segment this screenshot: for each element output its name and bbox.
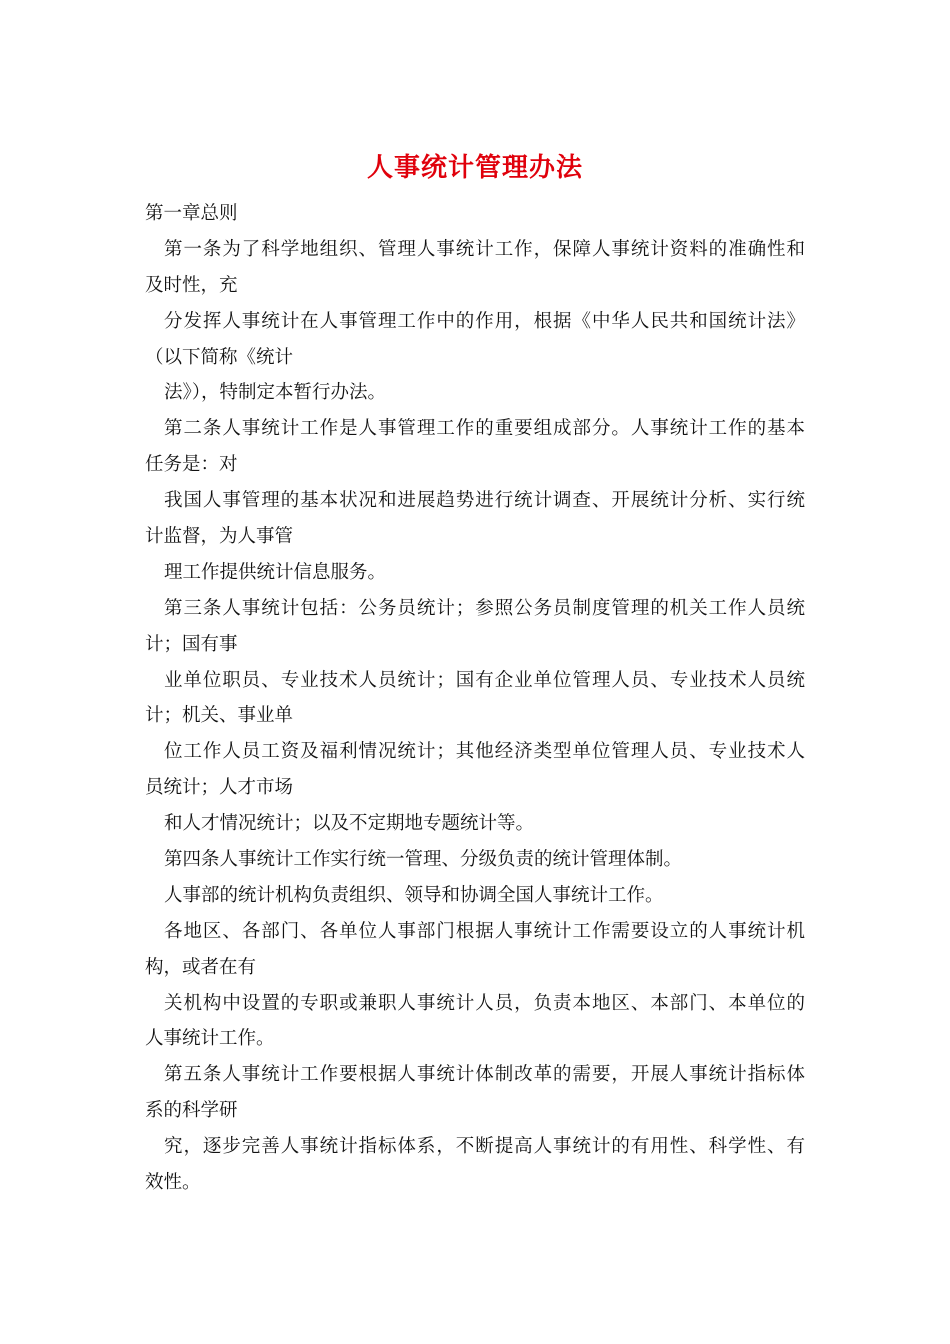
paragraph-line: 任务是：对	[145, 454, 238, 476]
paragraph-line: 理工作提供统计信息服务。	[164, 561, 387, 583]
paragraph-line: （以下简称《统计	[145, 346, 294, 368]
paragraph-line: 和人才情况统计；以及不定期地专题统计等。	[164, 813, 535, 835]
document-body	[145, 196, 805, 1201]
paragraph-line: 人事部的统计机构负责组织、领导和协调全国人事统计工作。	[164, 884, 664, 906]
paragraph-line: 计；国有事	[145, 633, 238, 655]
paragraph-line: 我国人事管理的基本状况和进展趋势进行统计调查、开展统计分析、实行统	[164, 490, 805, 512]
paragraph-line: 分发挥人事统计在人事管理工作中的作用，根据《中华人民共和国统计法》	[164, 310, 805, 332]
paragraph-line: 第一条为了科学地组织、管理人事统计工作，保障人事统计资料的准确性和	[164, 238, 805, 260]
paragraph-line: 人事统计工作。	[145, 1028, 275, 1050]
paragraph-line: 关机构中设置的专职或兼职人事统计人员，负责本地区、本部门、本单位的	[164, 992, 805, 1014]
paragraph-line: 第二条人事统计工作是人事管理工作的重要组成部分。人事统计工作的基本	[164, 418, 805, 440]
paragraph-line: 效性。	[145, 1172, 201, 1194]
paragraph-line: 第五条人事统计工作要根据人事统计体制改革的需要，开展人事统计指标体	[164, 1064, 805, 1086]
paragraph-line: 计；机关、事业单	[145, 705, 294, 727]
paragraph-line: 第四条人事统计工作实行统一管理、分级负责的统计管理体制。	[164, 849, 683, 871]
paragraph-line: 计监督，为人事管	[145, 526, 294, 548]
paragraph-line: 究，逐步完善人事统计指标体系，不断提高人事统计的有用性、科学性、有	[164, 1136, 805, 1158]
paragraph-line: 各地区、各部门、各单位人事部门根据人事统计工作需要设立的人事统计机	[164, 920, 805, 942]
paragraph-line: 业单位职员、专业技术人员统计；国有企业单位管理人员、专业技术人员统	[164, 669, 805, 691]
paragraph-line: 第三条人事统计包括：公务员统计；参照公务员制度管理的机关工作人员统	[164, 597, 805, 619]
paragraph-line: 法》），特制定本暂行办法。	[164, 382, 387, 404]
document-title: 人事统计管理办法	[366, 153, 583, 183]
paragraph-line: 系的科学研	[145, 1100, 238, 1122]
paragraph-line: 构，或者在有	[145, 956, 257, 978]
paragraph-line: 及时性，充	[145, 274, 238, 296]
paragraph-line: 位工作人员工资及福利情况统计；其他经济类型单位管理人员、专业技术人	[164, 741, 805, 763]
chapter-heading: 第一章总则	[145, 203, 238, 224]
paragraph-line: 员统计；人才市场	[145, 777, 294, 799]
